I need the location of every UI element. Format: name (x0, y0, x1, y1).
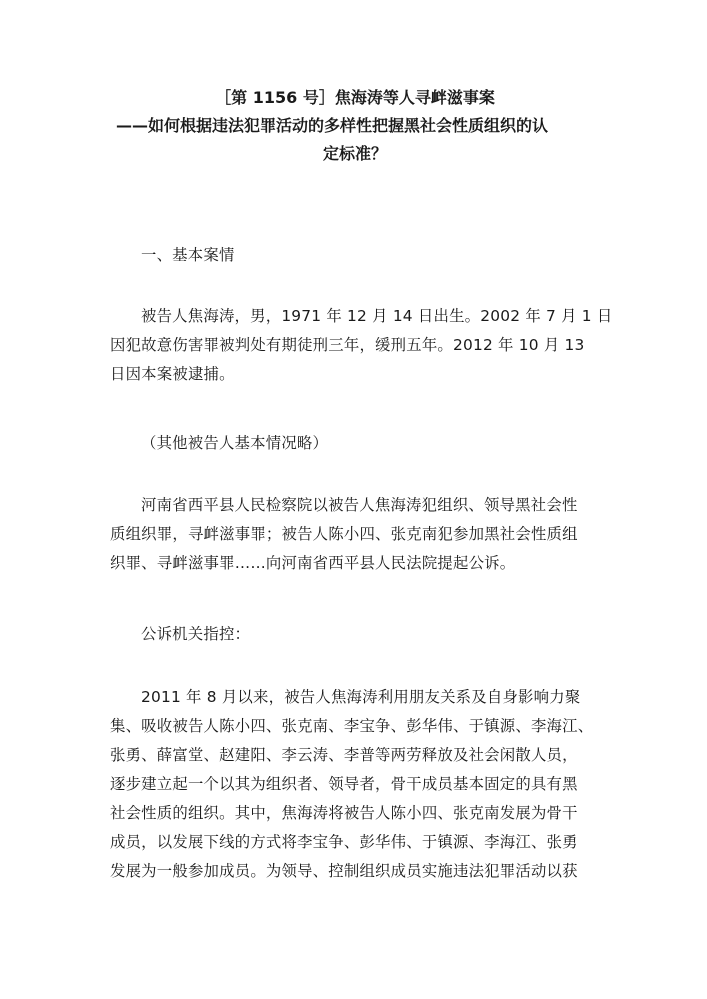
title-subtitle-line1: ——如何根据违法犯罪活动的多样性把握黑社会性质组织的认 (116, 116, 549, 135)
paragraph-line: 社会性质的组织。其中，焦海涛将被告人陈小四、张克南发展为骨干 (110, 804, 578, 822)
paragraph-line: （其他被告人基本情况略） (141, 434, 329, 452)
title-case-name: ［第 1156 号］焦海涛等人寻衅滋事案 (215, 88, 495, 107)
paragraph-line: 张勇、薛富堂、赵建阳、李云涛、李普等两劳释放及社会闲散人员， (110, 746, 578, 764)
paragraph-line: 日因本案被逮捕。 (110, 365, 235, 383)
paragraph-line: 发展为一般参加成员。为领导、控制组织成员实施违法犯罪活动以获 (110, 862, 578, 880)
paragraph-other-defendants (110, 429, 600, 458)
paragraph-line: 2011 年 8 月以来，被告人焦海涛利用朋友关系及自身影响力聚 (141, 688, 581, 706)
paragraph-charges-heading (110, 620, 600, 649)
paragraph-prosecution (110, 491, 600, 578)
paragraph-line: 集、吸收被告人陈小四、张克南、李宝争、彭华伟、于镇源、李海江、 (110, 717, 594, 735)
paragraph-line: 公诉机关指控： (141, 625, 251, 643)
document-title (110, 84, 600, 168)
section-heading-text: 一、基本案情 (141, 246, 235, 264)
paragraph-line: 因犯故意伤害罪被判处有期徒刑三年，缓刑五年。2012 年 10 月 13 (110, 336, 585, 354)
paragraph-line: 逐步建立起一个以其为组织者、领导者，骨干成员基本固定的具有黑 (110, 775, 578, 793)
paragraph-line: 河南省西平县人民检察院以被告人焦海涛犯组织、领导黑社会性 (141, 496, 578, 514)
paragraph-line: 质组织罪，寻衅滋事罪；被告人陈小四、张克南犯参加黑社会性质组 (110, 525, 578, 543)
paragraph-line: 成员，以发展下线的方式将李宝争、彭华伟、于镇源、李海江、张勇 (110, 833, 578, 851)
paragraph-defendant-info (110, 302, 613, 389)
title-subtitle-line2: 定标准？ (322, 144, 387, 163)
paragraph-charges-detail (110, 683, 600, 886)
paragraph-line: 被告人焦海涛，男，1971 年 12 月 14 日出生。2002 年 7 月 1 日 (141, 307, 613, 325)
paragraph-line: 织罪、寻衅滋事罪……向河南省西平县人民法院提起公诉。 (110, 554, 516, 572)
section-heading-basic-facts (110, 241, 600, 270)
